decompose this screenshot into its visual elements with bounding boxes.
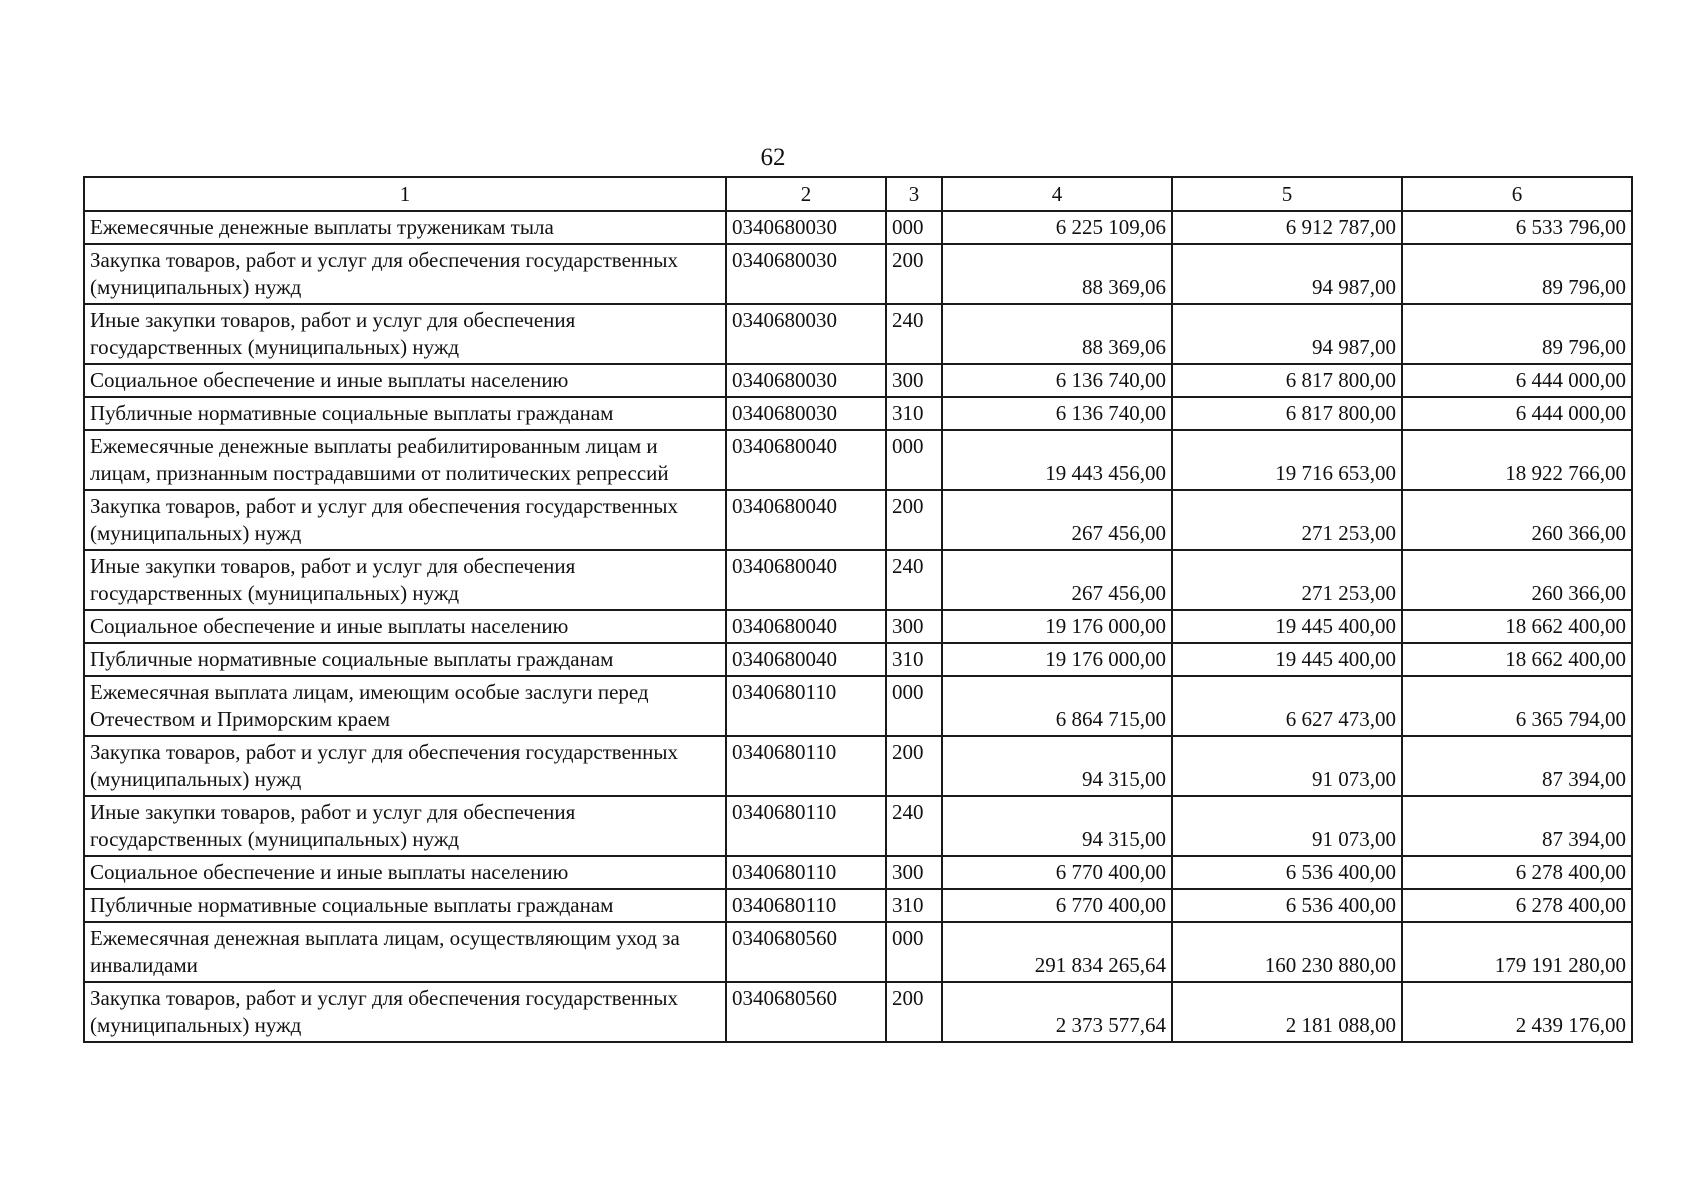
row-code: 0340680040	[726, 550, 886, 610]
row-name: Иные закупки товаров, работ и услуг для обеспечения государственных (муниципальных) нужд	[84, 304, 726, 364]
row-value-4: 6 136 740,00	[942, 397, 1172, 430]
row-type: 310	[886, 397, 942, 430]
row-type: 310	[886, 643, 942, 676]
row-type: 200	[886, 736, 942, 796]
row-name: Социальное обеспечение и иные выплаты населению	[84, 364, 726, 397]
header-col-4: 4	[942, 177, 1172, 211]
row-code: 0340680040	[726, 430, 886, 490]
row-value-4: 19 176 000,00	[942, 610, 1172, 643]
row-value-5: 6 536 400,00	[1172, 856, 1402, 889]
row-code: 0340680040	[726, 610, 886, 643]
row-value-6: 2 439 176,00	[1402, 982, 1632, 1042]
row-type: 310	[886, 889, 942, 922]
row-value-6: 87 394,00	[1402, 796, 1632, 856]
row-type: 240	[886, 550, 942, 610]
row-type: 300	[886, 364, 942, 397]
table-row	[84, 430, 1632, 490]
row-code: 0340680110	[726, 889, 886, 922]
row-code: 0340680560	[726, 982, 886, 1042]
row-value-5: 6 627 473,00	[1172, 676, 1402, 736]
table-row	[84, 736, 1632, 796]
row-code: 0340680030	[726, 397, 886, 430]
table-row	[84, 643, 1632, 676]
row-name: Публичные нормативные социальные выплаты гражданам	[84, 889, 726, 922]
table-row	[84, 490, 1632, 550]
row-code: 0340680030	[726, 211, 886, 244]
table-row	[84, 550, 1632, 610]
row-value-5: 91 073,00	[1172, 796, 1402, 856]
row-name: Иные закупки товаров, работ и услуг для обеспечения государственных (муниципальных) нужд	[84, 550, 726, 610]
row-name: Закупка товаров, работ и услуг для обеспечения государственных (муниципальных) нужд	[84, 736, 726, 796]
row-code: 0340680040	[726, 643, 886, 676]
row-code: 0340680030	[726, 304, 886, 364]
row-value-5: 19 445 400,00	[1172, 610, 1402, 643]
row-value-5: 91 073,00	[1172, 736, 1402, 796]
header-col-5: 5	[1172, 177, 1402, 211]
row-name: Ежемесячная выплата лицам, имеющим особые заслуги перед Отечеством и Приморским краем	[84, 676, 726, 736]
row-name: Социальное обеспечение и иные выплаты населению	[84, 610, 726, 643]
header-col-3: 3	[886, 177, 942, 211]
row-value-4: 6 864 715,00	[942, 676, 1172, 736]
row-value-6: 6 533 796,00	[1402, 211, 1632, 244]
row-value-4: 291 834 265,64	[942, 922, 1172, 982]
row-value-5: 94 987,00	[1172, 304, 1402, 364]
budget-table	[83, 176, 1633, 1043]
row-value-5: 6 912 787,00	[1172, 211, 1402, 244]
row-type: 000	[886, 922, 942, 982]
header-row	[84, 177, 1632, 211]
row-value-6: 260 366,00	[1402, 550, 1632, 610]
row-code: 0340680560	[726, 922, 886, 982]
row-type: 000	[886, 211, 942, 244]
row-code: 0340680030	[726, 364, 886, 397]
row-name: Социальное обеспечение и иные выплаты населению	[84, 856, 726, 889]
row-value-5: 271 253,00	[1172, 490, 1402, 550]
row-name: Публичные нормативные социальные выплаты гражданам	[84, 643, 726, 676]
row-value-4: 6 136 740,00	[942, 364, 1172, 397]
table-row	[84, 856, 1632, 889]
row-type: 200	[886, 244, 942, 304]
row-value-6: 6 444 000,00	[1402, 397, 1632, 430]
row-name: Закупка товаров, работ и услуг для обеспечения государственных (муниципальных) нужд	[84, 244, 726, 304]
row-type: 240	[886, 304, 942, 364]
header-col-2: 2	[726, 177, 886, 211]
row-name: Закупка товаров, работ и услуг для обеспечения государственных (муниципальных) нужд	[84, 490, 726, 550]
row-code: 0340680110	[726, 796, 886, 856]
table-row	[84, 676, 1632, 736]
row-type: 240	[886, 796, 942, 856]
row-value-6: 89 796,00	[1402, 244, 1632, 304]
row-value-6: 6 278 400,00	[1402, 856, 1632, 889]
row-name: Ежемесячные денежные выплаты труженикам тыла	[84, 211, 726, 244]
table-row	[84, 304, 1632, 364]
table-row	[84, 889, 1632, 922]
row-value-6: 89 796,00	[1402, 304, 1632, 364]
row-value-5: 6 817 800,00	[1172, 397, 1402, 430]
row-value-4: 88 369,06	[942, 304, 1172, 364]
table-row	[84, 982, 1632, 1042]
row-value-4: 6 770 400,00	[942, 856, 1172, 889]
row-name: Закупка товаров, работ и услуг для обеспечения государственных (муниципальных) нужд	[84, 982, 726, 1042]
page-number: 62	[760, 144, 786, 171]
row-value-5: 271 253,00	[1172, 550, 1402, 610]
row-code: 0340680110	[726, 736, 886, 796]
row-value-4: 19 176 000,00	[942, 643, 1172, 676]
header-col-1: 1	[84, 177, 726, 211]
row-value-6: 18 922 766,00	[1402, 430, 1632, 490]
row-value-6: 179 191 280,00	[1402, 922, 1632, 982]
row-value-6: 6 444 000,00	[1402, 364, 1632, 397]
row-value-4: 6 770 400,00	[942, 889, 1172, 922]
row-value-4: 94 315,00	[942, 736, 1172, 796]
row-type: 000	[886, 430, 942, 490]
row-value-5: 2 181 088,00	[1172, 982, 1402, 1042]
row-code: 0340680110	[726, 856, 886, 889]
row-type: 200	[886, 490, 942, 550]
table-row	[84, 244, 1632, 304]
row-value-4: 267 456,00	[942, 490, 1172, 550]
row-name: Ежемесячная денежная выплата лицам, осуществляющим уход за инвалидами	[84, 922, 726, 982]
row-code: 0340680040	[726, 490, 886, 550]
row-type: 300	[886, 610, 942, 643]
table-row	[84, 796, 1632, 856]
row-value-5: 19 716 653,00	[1172, 430, 1402, 490]
row-value-4: 94 315,00	[942, 796, 1172, 856]
row-value-5: 6 817 800,00	[1172, 364, 1402, 397]
header-col-6: 6	[1402, 177, 1632, 211]
row-code: 0340680110	[726, 676, 886, 736]
row-type: 200	[886, 982, 942, 1042]
row-value-4: 6 225 109,06	[942, 211, 1172, 244]
table-row	[84, 364, 1632, 397]
row-value-5: 94 987,00	[1172, 244, 1402, 304]
row-value-6: 260 366,00	[1402, 490, 1632, 550]
row-value-6: 6 278 400,00	[1402, 889, 1632, 922]
row-value-4: 88 369,06	[942, 244, 1172, 304]
table-row	[84, 922, 1632, 982]
table-row	[84, 610, 1632, 643]
row-value-6: 6 365 794,00	[1402, 676, 1632, 736]
row-value-5: 160 230 880,00	[1172, 922, 1402, 982]
table-row	[84, 211, 1632, 244]
row-value-5: 6 536 400,00	[1172, 889, 1402, 922]
row-value-6: 18 662 400,00	[1402, 643, 1632, 676]
row-name: Иные закупки товаров, работ и услуг для обеспечения государственных (муниципальных) нужд	[84, 796, 726, 856]
row-value-4: 2 373 577,64	[942, 982, 1172, 1042]
row-type: 300	[886, 856, 942, 889]
row-name: Ежемесячные денежные выплаты реабилитированным лицам и лицам, признанным пострадавшими от политических репрессий	[84, 430, 726, 490]
row-value-4: 19 443 456,00	[942, 430, 1172, 490]
table-row	[84, 397, 1632, 430]
row-name: Публичные нормативные социальные выплаты гражданам	[84, 397, 726, 430]
row-value-6: 87 394,00	[1402, 736, 1632, 796]
row-type: 000	[886, 676, 942, 736]
row-code: 0340680030	[726, 244, 886, 304]
row-value-6: 18 662 400,00	[1402, 610, 1632, 643]
row-value-5: 19 445 400,00	[1172, 643, 1402, 676]
row-value-4: 267 456,00	[942, 550, 1172, 610]
